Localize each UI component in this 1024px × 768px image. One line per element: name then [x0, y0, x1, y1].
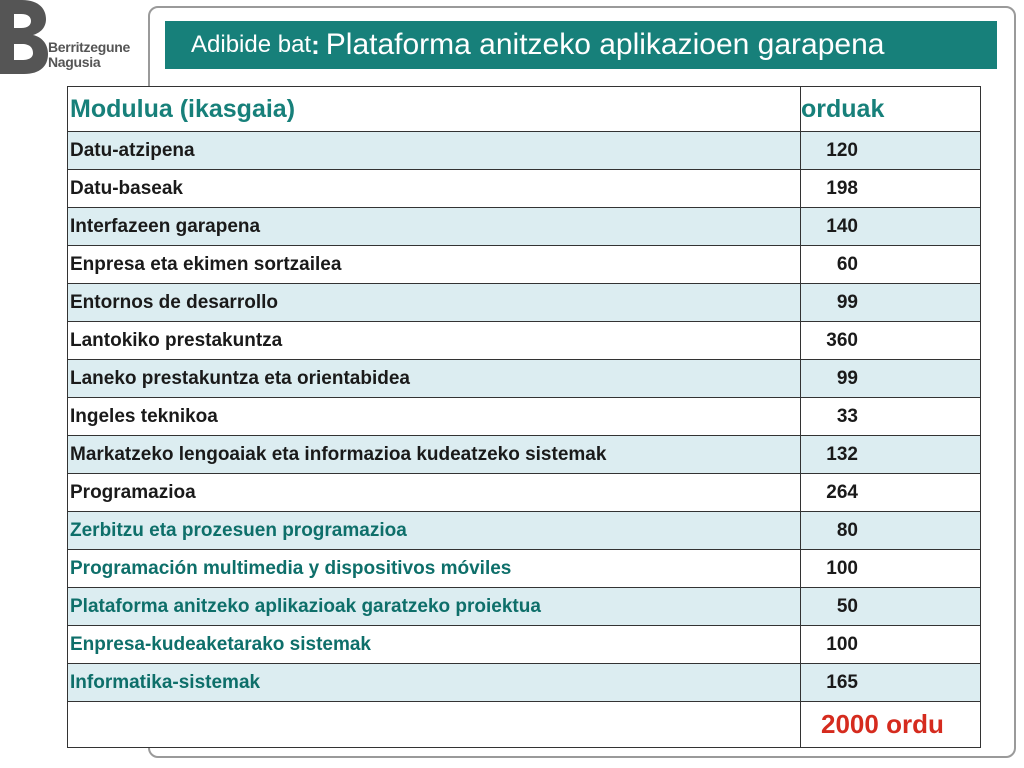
module-name: Zerbitzu eta prozesuen programazioa — [68, 512, 801, 550]
table-row — [68, 626, 981, 664]
table-row — [68, 588, 981, 626]
table-header-row — [68, 87, 981, 132]
header-module: Modulua (ikasgaia) — [68, 87, 801, 132]
logo-line-2: Nagusia — [48, 54, 101, 70]
table-row — [68, 664, 981, 702]
logo-text — [48, 40, 130, 70]
table-row — [68, 322, 981, 360]
module-hours: 50 — [801, 588, 981, 626]
module-hours: 80 — [801, 512, 981, 550]
module-name: Plataforma anitzeko aplikazioak garatzeko proiektua — [68, 588, 801, 626]
table-row — [68, 436, 981, 474]
module-hours: 198 — [801, 170, 981, 208]
table-row — [68, 208, 981, 246]
module-name: Informatika-sistemak — [68, 664, 801, 702]
table-row — [68, 398, 981, 436]
module-hours: 99 — [801, 360, 981, 398]
module-hours: 33 — [801, 398, 981, 436]
module-name: Programación multimedia y dispositivos móviles — [68, 550, 801, 588]
module-hours: 264 — [801, 474, 981, 512]
module-name: Lantokiko prestakuntza — [68, 322, 801, 360]
table-row — [68, 550, 981, 588]
module-name: Interfazeen garapena — [68, 208, 801, 246]
header-hours: orduak — [801, 87, 981, 132]
table-row — [68, 284, 981, 322]
module-name: Datu-atzipena — [68, 132, 801, 170]
module-name: Enpresa eta ekimen sortzailea — [68, 246, 801, 284]
page-title: Plataforma anitzeko aplikazioen garapena — [325, 28, 885, 61]
berritzegune-logo — [0, 0, 150, 78]
module-name: Programazioa — [68, 474, 801, 512]
module-hours: 165 — [801, 664, 981, 702]
module-hours: 100 — [801, 550, 981, 588]
total-label — [68, 702, 801, 748]
module-name: Markatzeko lengoaiak eta informazioa kudeatzeko sistemak — [68, 436, 801, 474]
module-hours: 132 — [801, 436, 981, 474]
modules-table — [67, 86, 981, 748]
table-row — [68, 132, 981, 170]
total-row — [68, 702, 981, 748]
table-row — [68, 246, 981, 284]
module-hours: 60 — [801, 246, 981, 284]
module-hours: 100 — [801, 626, 981, 664]
module-name: Ingeles teknikoa — [68, 398, 801, 436]
table-row — [68, 360, 981, 398]
logo-line-1: Berritzegune — [48, 39, 130, 55]
module-name: Datu-baseak — [68, 170, 801, 208]
table-row — [68, 170, 981, 208]
module-hours: 360 — [801, 322, 981, 360]
module-name: Entornos de desarrollo — [68, 284, 801, 322]
module-hours: 140 — [801, 208, 981, 246]
module-hours: 99 — [801, 284, 981, 322]
module-name: Enpresa-kudeaketarako sistemak — [68, 626, 801, 664]
module-name: Laneko prestakuntza eta orientabidea — [68, 360, 801, 398]
total-hours: 2000 ordu — [801, 702, 981, 748]
title-bar — [165, 21, 997, 69]
title-colon: : — [311, 29, 320, 60]
table-row — [68, 474, 981, 512]
table-row — [68, 512, 981, 550]
title-prefix: Adibide bat — [191, 31, 312, 58]
module-hours: 120 — [801, 132, 981, 170]
